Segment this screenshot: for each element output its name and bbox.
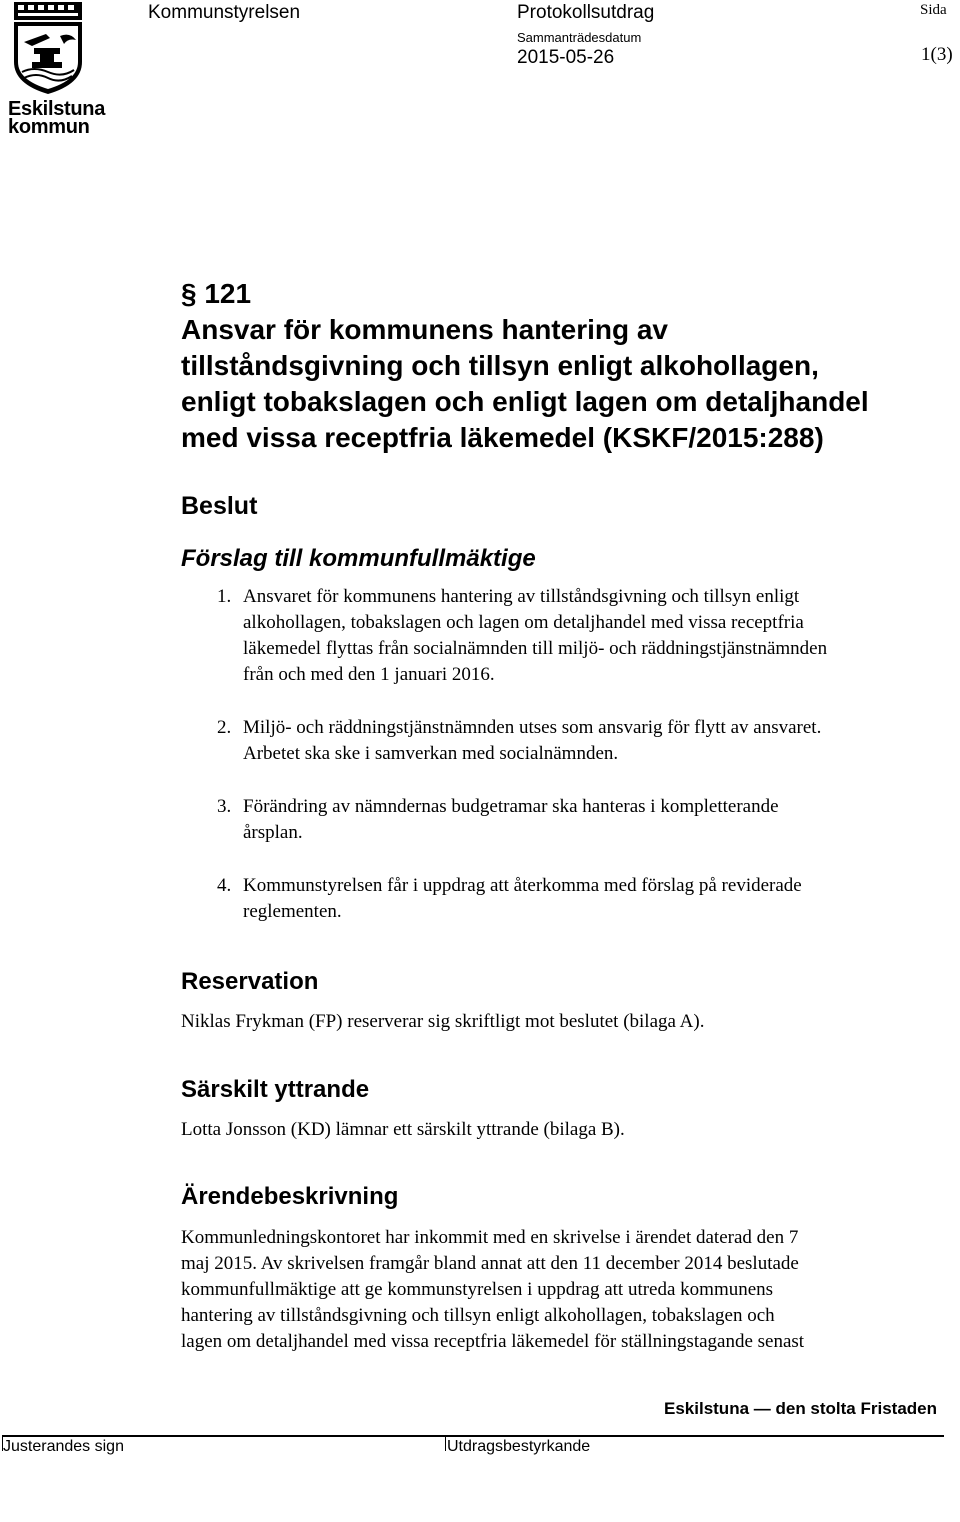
title-line: tillståndsgivning och tillsyn enligt alkohollagen,: [181, 350, 819, 381]
footer-divider: [2, 1435, 944, 1437]
header-page-label: Sida: [920, 2, 947, 18]
header-date: 2015-05-26: [517, 47, 615, 68]
title-line: enligt tobakslagen och enligt lagen om detaljhandel: [181, 386, 869, 417]
list-item-number: 3.: [217, 796, 232, 817]
header-page-number: 1(3): [921, 44, 953, 65]
sarskilt-yttrande-text: Lotta Jonsson (KD) lämnar ett särskilt yttrande (bilaga B).: [181, 1119, 625, 1140]
footer-utdragsbestyrkande: Utdragsbestyrkande: [447, 1438, 591, 1455]
arende-line: Kommunledningskontoret har inkommit med en skrivelse i ärendet daterad den 7: [181, 1227, 799, 1248]
logo-name-line1: Eskilstuna: [8, 98, 106, 120]
list-item-line: Miljö- och räddningstjänstnämnden utses som ansvarig för flytt av ansvaret.: [243, 717, 822, 738]
subheading-forslag: Förslag till kommunfullmäktige: [181, 545, 536, 572]
footer-tick-middle: [445, 1437, 446, 1451]
footer-justerandes-sign: Justerandes sign: [3, 1438, 124, 1455]
arende-line: kommunfullmäktige att ge kommunstyrelsen i uppdrag att utreda kommunens: [181, 1279, 774, 1300]
list-item-number: 2.: [217, 717, 232, 738]
coat-of-arms-icon: [10, 2, 86, 94]
heading-arendebeskrivning: Ärendebeskrivning: [181, 1183, 399, 1210]
list-item-line: Förändring av nämndernas budgetramar ska hanteras i kompletterande: [243, 796, 779, 817]
list-item-line: årsplan.: [243, 822, 303, 843]
footer-slogan: Eskilstuna — den stolta Fristaden: [664, 1399, 938, 1418]
header-org: Kommunstyrelsen: [148, 2, 301, 23]
list-item-line: reglementen.: [243, 901, 342, 922]
list-item-line: från och med den 1 januari 2016.: [243, 664, 495, 685]
list-item-number: 4.: [217, 875, 232, 896]
arende-line: lagen om detaljhandel med vissa receptfria läkemedel för ställningstagande senast: [181, 1331, 805, 1352]
paragraph-number: § 121: [181, 278, 252, 309]
reservation-text: Niklas Frykman (FP) reserverar sig skriftligt mot beslutet (bilaga A).: [181, 1011, 705, 1032]
arende-line: maj 2015. Av skrivelsen framgår bland annat att den 11 december 2014 beslutade: [181, 1253, 799, 1274]
title-line: med vissa receptfria läkemedel (KSKF/2015:288): [181, 422, 824, 453]
heading-sarskilt-yttrande: Särskilt yttrande: [181, 1076, 370, 1103]
header-date-label: Sammanträdesdatum: [517, 30, 642, 45]
list-item-line: alkohollagen, tobakslagen och lagen om detaljhandel med vissa receptfria: [243, 612, 804, 633]
list-item-line: läkemedel flyttas från socialnämnden till miljö- och räddningstjänstnämnden: [243, 638, 828, 659]
arende-line: hantering av tillståndsgivning och tillsyn enligt alkohollagen, tobakslagen och: [181, 1305, 775, 1326]
list-item-number: 1.: [217, 586, 232, 607]
heading-beslut: Beslut: [181, 492, 258, 520]
list-item-line: Arbetet ska ske i samverkan med socialnämnden.: [243, 743, 619, 764]
logo-name-line2: kommun: [8, 116, 90, 138]
list-item-line: Ansvaret för kommunens hantering av tillståndsgivning och tillsyn enligt: [243, 586, 800, 607]
title-line: Ansvar för kommunens hantering av: [181, 314, 669, 345]
header-doc-type: Protokollsutdrag: [517, 2, 655, 23]
heading-reservation: Reservation: [181, 968, 319, 995]
list-item-line: Kommunstyrelsen får i uppdrag att återkomma med förslag på reviderade: [243, 875, 802, 896]
